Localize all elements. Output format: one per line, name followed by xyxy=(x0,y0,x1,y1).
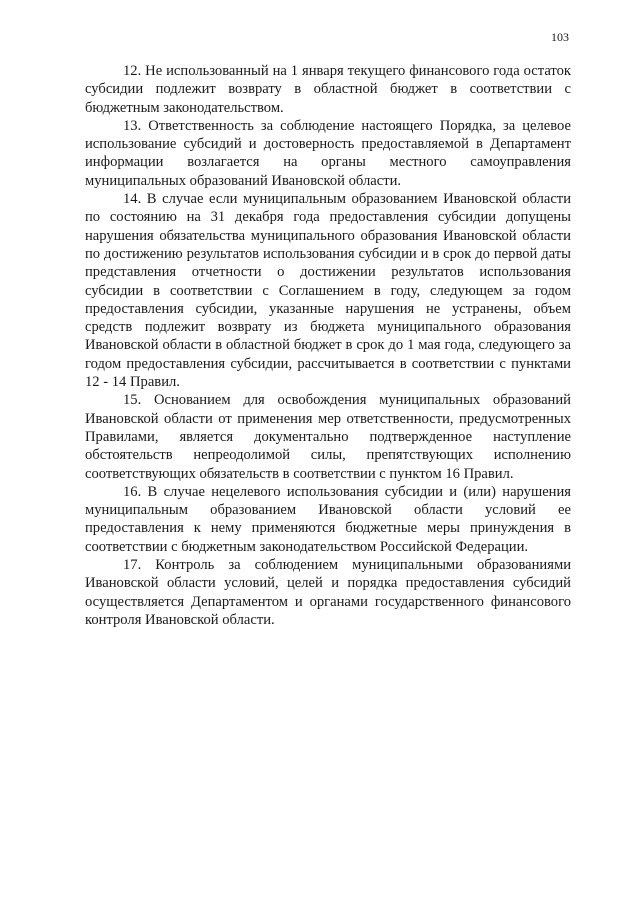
paragraph-14: 14. В случае если муниципальным образованием Ивановской области по состоянию на 31 декабря года предоставления субсидии допущены нарушения обязательства муниципального образования Ивановской области по достижению результатов использования субсидии и в срок до первой даты представления отчетности о достижении результатов использования субсидии в соответствии с Соглашением в году, следующем за годом предоставления субсидии, указанные нарушения не устранены, объем средств подлежит возврату из бюджета муниципального образования Ивановской области в областной бюджет в срок до 1 мая года, следующего за годом предоставления субсидии, рассчитывается в соответствии с пунктами 12 - 14 Правил. xyxy=(85,191,571,391)
paragraph-13: 13. Ответственность за соблюдение настоящего Порядка, за целевое использование субсидий и достоверность предоставляемой в Департамент информации возлагается на органы местного самоуправления муниципальных образований Ивановской области. xyxy=(85,117,571,189)
paragraph-15: 15. Основанием для освобождения муниципальных образований Ивановской области от применения мер ответственности, предусмотренных Правилами, является документально подтвержденное наступление обстоятельств непреодолимой силы, препятствующих исполнению соответствующих обязательств в соответствии с пунктом 16 Правил. xyxy=(85,392,571,482)
paragraph-16: 16. В случае нецелевого использования субсидии и (или) нарушения муниципальным образованием Ивановской области условий ее предоставления к нему применяются бюджетные меры принуждения в соответствии с бюджетным законодательством Российской Федерации. xyxy=(85,483,571,555)
paragraph-17: 17. Контроль за соблюдением муниципальными образованиями Ивановской области условий, целей и порядка предоставления субсидий осуществляется Департаментом и органами государственного финансового контроля Ивановской области. xyxy=(85,557,571,628)
document-body xyxy=(85,62,571,629)
page-number: 103 xyxy=(551,30,569,44)
paragraph-12: 12. Не использованный на 1 января текущего финансового года остаток субсидии подлежит возврату в областной бюджет в соответствии с бюджетным законодательством. xyxy=(85,63,571,116)
